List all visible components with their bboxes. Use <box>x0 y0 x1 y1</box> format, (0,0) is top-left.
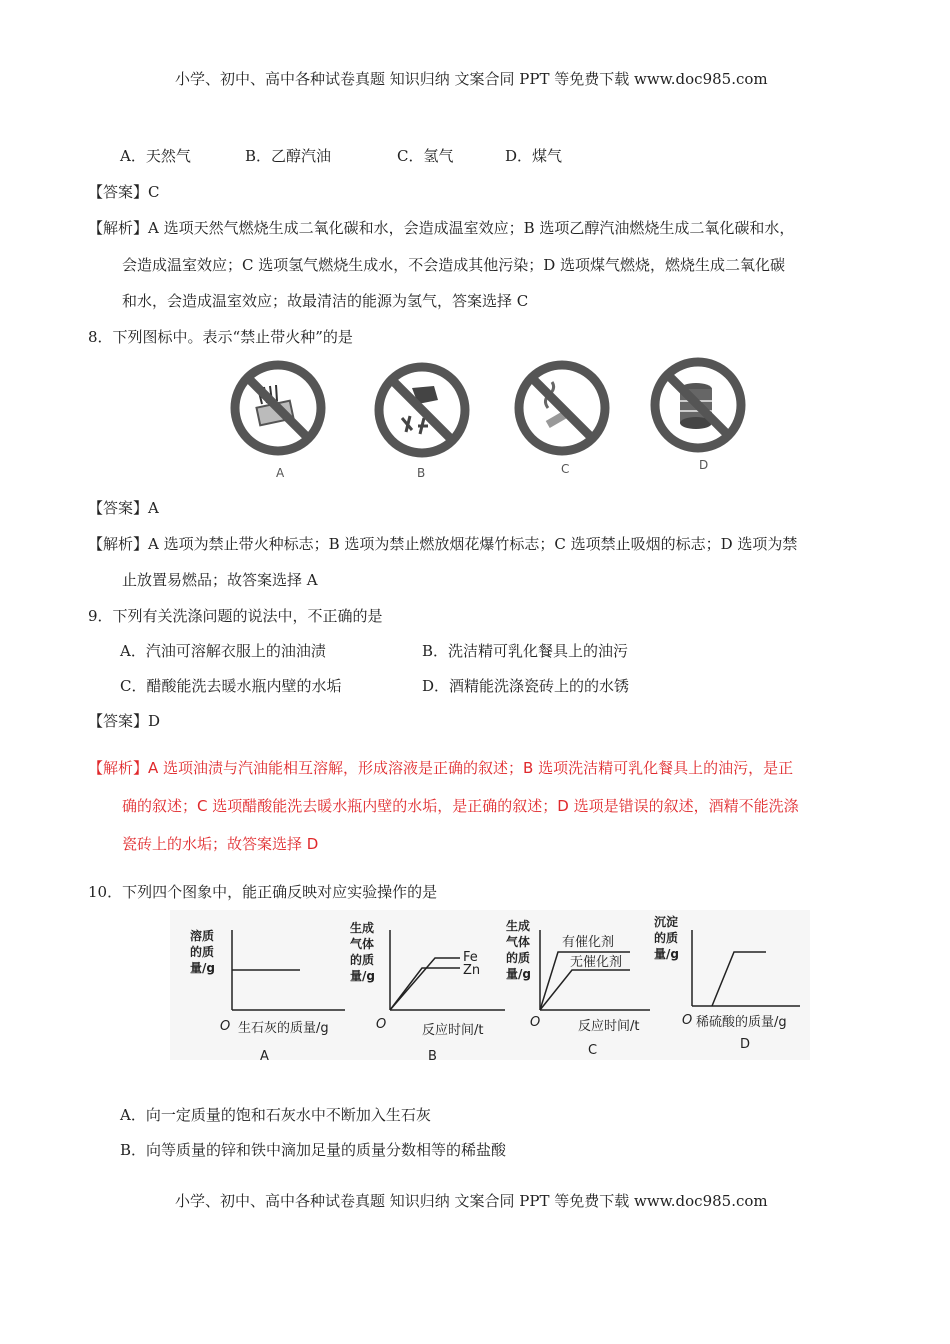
graph-d-ylabel-1: 沉淀 <box>654 915 679 929</box>
graph-b-origin: O <box>376 1017 387 1032</box>
graph-a-label: A <box>260 1049 269 1064</box>
q7-option-d: D．煤气 <box>505 147 563 165</box>
q9-analysis-line2: 确的叙述；C 选项醋酸能洗去暖水瓶内壁的水垢，是正确的叙述；D 选项是错误的叙述，酒精不能洗涤 <box>122 797 799 815</box>
no-smoking-sign-icon <box>512 358 612 458</box>
graph-d-origin: O <box>682 1013 693 1028</box>
graph-c-ylabel-2: 气体 <box>506 935 531 949</box>
q7-option-a: A．天然气 <box>120 147 191 165</box>
graph-a-ylabel-3: 量/g <box>190 961 215 975</box>
page-footer: 小学、初中、高中各种试卷真题 知识归纳 文案合同 PPT 等免费下载 www.doc985.com <box>175 1192 768 1210</box>
q9-option-d: D．酒精能洗涤瓷砖上的的水锈 <box>422 677 630 695</box>
graph-c-series-no-catalyst: 无催化剂 <box>570 955 623 970</box>
q10-option-b: B．向等质量的锌和铁中滴加足量的质量分数相等的稀盐酸 <box>120 1141 507 1159</box>
q9-answer: 【答案】D <box>88 712 161 730</box>
graph-b-ylabel-3: 的质 <box>350 953 375 967</box>
sign-label-d: D <box>699 458 709 472</box>
no-flammables-sign-icon <box>648 355 748 455</box>
q8-analysis-line1: 【解析】A 选项为禁止带火种标志；B 选项为禁止燃放烟花爆竹标志；C 选项禁止吸烟的标志；D 选项为禁 <box>88 535 798 553</box>
q7-analysis-line2: 会造成温室效应；C 选项氢气燃烧生成水，不会造成其他污染；D 选项煤气燃烧，燃烧生成二氧化碳 <box>122 256 786 274</box>
graph-b-ylabel-1: 生成 <box>350 921 375 935</box>
q8-answer: 【答案】A <box>88 499 159 517</box>
q7-option-c: C．氢气 <box>397 147 454 165</box>
graph-c-ylabel-1: 生成 <box>506 919 531 933</box>
graph-a-origin: O <box>220 1019 231 1034</box>
page-header: 小学、初中、高中各种试卷真题 知识归纳 文案合同 PPT 等免费下载 www.doc985.com <box>175 70 768 88</box>
q9-stem: 9．下列有关洗涤问题的说法中，不正确的是 <box>88 607 383 625</box>
q8-analysis-line2: 止放置易燃品；故答案选择 A <box>122 571 318 589</box>
graph-d-xlabel: 稀硫酸的质量/g <box>696 1015 787 1030</box>
graph-b-ylabel-2: 气体 <box>350 937 375 951</box>
graph-c-ylabel-4: 量/g <box>506 967 531 981</box>
q8-stem: 8．下列图标中。表示“禁止带火种”的是 <box>88 328 353 346</box>
q9-option-b: B．洗洁精可乳化餐具上的油污 <box>422 642 629 660</box>
graph-a-ylabel-1: 溶质 <box>190 929 215 943</box>
graph-d-ylabel-2: 的质 <box>654 931 679 945</box>
sign-label-c: C <box>561 462 570 476</box>
graph-a-xlabel: 生石灰的质量/g <box>238 1021 329 1036</box>
sign-label-a: A <box>276 466 285 480</box>
q7-answer: 【答案】C <box>88 183 160 201</box>
graph-c-series-catalyst: 有催化剂 <box>562 935 615 950</box>
graph-c-origin: O <box>530 1015 541 1030</box>
q9-analysis-line1: 【解析】A 选项油渍与汽油能相互溶解，形成溶液是正确的叙述；B 选项洗洁精可乳化餐具上的油污，是正 <box>88 759 794 777</box>
sign-label-b: B <box>417 466 426 480</box>
no-open-flame-sign-icon <box>228 358 328 458</box>
graph-a-ylabel-2: 的质 <box>190 945 215 959</box>
graph-c-label: C <box>588 1043 598 1058</box>
graph-b-xlabel: 反应时间/t <box>422 1023 484 1038</box>
q10-graphs <box>160 910 820 1070</box>
q10-stem: 10．下列四个图象中，能正确反映对应实验操作的是 <box>88 883 438 901</box>
q9-analysis-line3: 瓷砖上的水垢；故答案选择 D <box>122 835 319 853</box>
graph-b-series-fe: Fe <box>463 950 478 965</box>
q7-analysis-line3: 和水，会造成温室效应；故最清洁的能源为氢气，答案选择 C <box>122 292 529 310</box>
q9-option-a: A．汽油可溶解衣服上的油油渍 <box>120 642 326 660</box>
graph-b-ylabel-4: 量/g <box>350 969 375 983</box>
q10-option-a: A．向一定质量的饱和石灰水中不断加入生石灰 <box>120 1106 431 1124</box>
graph-d-ylabel-3: 量/g <box>654 947 679 961</box>
graph-b-series-zn: Zn <box>463 963 481 978</box>
graph-c-xlabel: 反应时间/t <box>578 1019 640 1034</box>
no-fireworks-sign-icon <box>372 360 472 460</box>
q7-analysis-line1: 【解析】A 选项天然气燃烧生成二氧化碳和水，会造成温室效应；B 选项乙醇汽油燃烧生成二氧化碳和水， <box>88 219 795 237</box>
q9-option-c: C．醋酸能洗去暖水瓶内壁的水垢 <box>120 677 342 695</box>
graph-c-ylabel-3: 的质 <box>506 951 531 965</box>
q7-option-b: B．乙醇汽油 <box>245 147 332 165</box>
graph-d-label: D <box>740 1037 751 1052</box>
graph-b-label: B <box>428 1049 437 1064</box>
